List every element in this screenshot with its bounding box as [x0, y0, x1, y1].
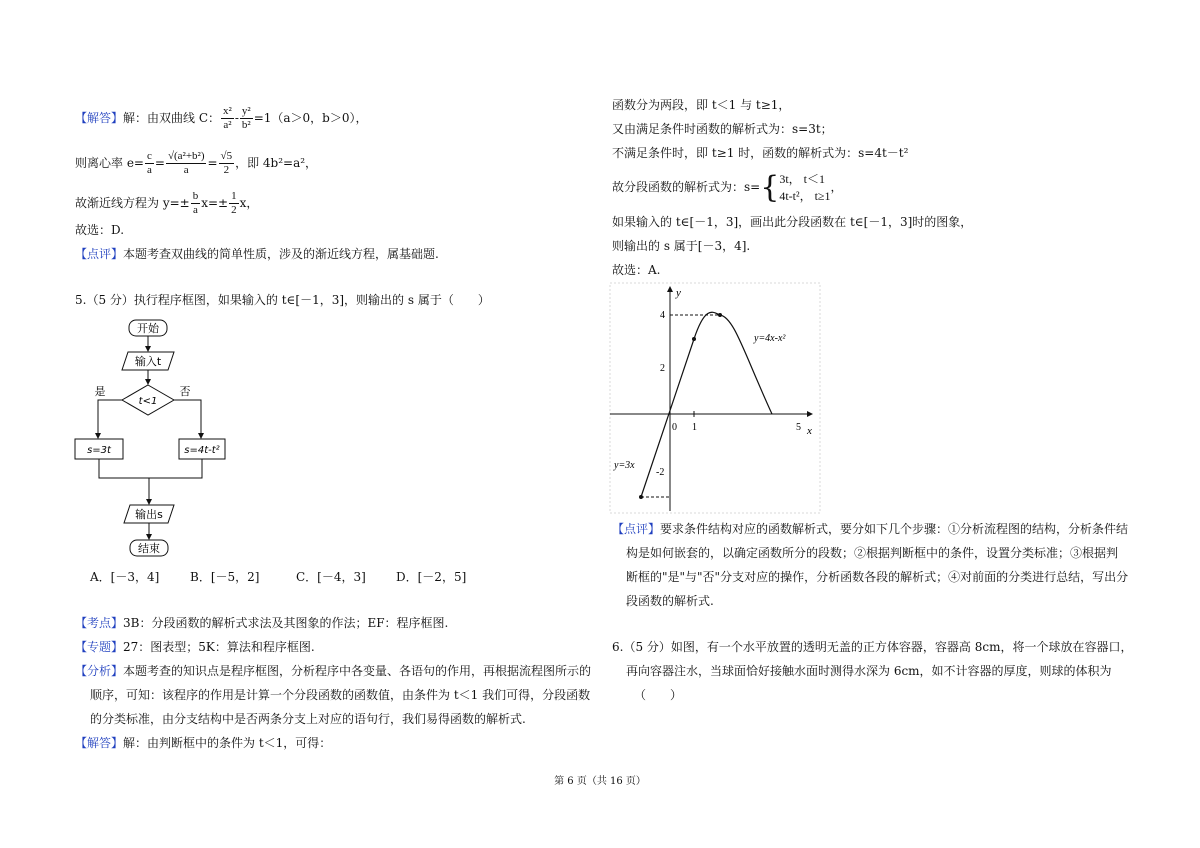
comment-line: 断框的"是"与"否"分支对应的操作，分析函数各段的解析式；④对前面的分类进行总结，写出分 [626, 570, 1129, 584]
fenxi-tag: 【分析】 [75, 664, 124, 678]
denominator: a² [223, 119, 232, 131]
q6-stem: 再向容器注水，当球面恰好接触水面时测得水深为 6cm，如不计容器的厚度，则球的体积为 [626, 664, 1112, 678]
option-a[interactable]: A．[－3，4] [90, 570, 160, 584]
function-graph [610, 283, 820, 513]
text: 故渐近线方程为 y=± [75, 196, 190, 210]
case-1: 3t， t＜1 [779, 171, 825, 186]
denominator: b² [241, 119, 251, 131]
endpoint-junction [692, 337, 696, 341]
yes-branch [98, 400, 122, 438]
fraction [145, 150, 154, 177]
y-tick-4: 4 [660, 310, 665, 321]
q6-answer-blank: （ ） [634, 688, 683, 702]
no-branch [174, 400, 201, 438]
zhuanti [75, 639, 315, 655]
right-line: 又由满足条件时函数的解析式为：s=3t； [612, 122, 833, 136]
right-line: 不满足条件时，即 t≥1 时，函数的解析式为：s=4t－t² [612, 146, 909, 160]
option-b[interactable]: B．[－5，2] [190, 570, 260, 584]
text: 故分段函数的解析式为：s= [612, 180, 761, 194]
right-line: 故选：A. [612, 263, 661, 277]
comment-line: 段函数的解析式. [626, 594, 714, 608]
case-2: 4t-t²， t≥1 [779, 188, 831, 203]
x-axis-label: x [807, 425, 812, 437]
answer-tag: 【解答】 [75, 111, 124, 125]
option-c[interactable]: C．[－4，3] [296, 570, 366, 584]
jieda-tag: 【解答】 [75, 736, 124, 750]
output-label: 输出s [135, 508, 163, 521]
denominator: a [183, 164, 189, 176]
input-label: 输入t [134, 355, 162, 368]
text: 解：由双曲线 C： [123, 111, 221, 125]
kaodian [75, 615, 448, 631]
text: 则离心率 e= [75, 156, 144, 170]
parabola-curve-exact [694, 312, 772, 414]
piecewise-function [612, 170, 843, 205]
origin-label: 0 [672, 422, 677, 433]
no-label: 否 [179, 385, 191, 398]
text: x=± [201, 196, 229, 210]
denominator: a [193, 204, 198, 216]
text: =1（a＞0，b＞0）， [253, 111, 368, 125]
jieda-text: 解：由判断框中的条件为 t＜1，可得： [123, 736, 332, 750]
zhuanti-tag: 【专题】 [75, 640, 124, 654]
condition-label: t<1 [138, 396, 158, 407]
numerator: b [192, 190, 199, 202]
end-label: 结束 [138, 542, 160, 555]
numerator: x² [223, 105, 232, 117]
q4-solution-line2 [75, 150, 317, 177]
curve-label: y=4x-x² [754, 333, 786, 344]
q5-stem: 5.（5 分）执行程序框图，如果输入的 t∈[－1，3]，则输出的 s 属于（ ） [75, 293, 490, 307]
minus: - [234, 111, 239, 125]
line-label: y=3x [614, 460, 635, 471]
line-segment-3x [641, 339, 694, 497]
fenxi-line: 的分类标准，由分支结构中是否两条分支上对应的语句行，我们易得函数的解析式. [90, 712, 526, 726]
fraction [191, 190, 201, 217]
text: ， [830, 180, 843, 194]
comment-line: 构是如何嵌套的，以确定函数所分的段数；②根据判断框中的条件，设置分类标准；③根据判 [626, 546, 1119, 560]
q4-solution-line1 [75, 105, 368, 132]
fenxi [75, 663, 591, 679]
fraction [166, 150, 207, 177]
y-axis-label: y [676, 287, 681, 299]
q6-stem: 6.（5 分）如图，有一个水平放置的透明无盖的正方体容器，容器高 8cm，将一个球放在容器口， [612, 640, 1133, 654]
y-tick-2: 2 [660, 363, 665, 374]
q4-comment [75, 246, 439, 262]
fraction [221, 105, 234, 132]
numerator: y² [241, 105, 251, 117]
numerator: c [146, 150, 152, 162]
vertex-point [718, 313, 722, 317]
denominator: a [146, 164, 152, 176]
right-line: 如果输入的 t∈[－1，3]，画出此分段函数在 t∈[－1，3]时的图象， [612, 215, 973, 229]
equals: = [154, 156, 165, 170]
yes-label: 是 [94, 385, 106, 398]
right-line: 则输出的 s 属于[－3，4]. [612, 239, 751, 253]
numerator: 1 [231, 190, 237, 202]
numerator: √5 [220, 150, 233, 162]
comment-text: 本题考查双曲线的简单性质，涉及的渐近线方程，属基础题. [123, 247, 439, 261]
x-tick-5: 5 [796, 422, 801, 433]
denominator: 2 [231, 204, 237, 216]
fraction [229, 190, 239, 217]
no-process-label: s=4t-t² [184, 445, 220, 456]
equals: = [207, 156, 218, 170]
start-label: 开始 [137, 322, 159, 335]
option-d[interactable]: D．[－2，5] [396, 570, 467, 584]
zhuanti-text: 27：图表型；5K：算法和程序框图. [123, 640, 315, 654]
right-line: 函数分为两段，即 t＜1 与 t≥1， [612, 98, 791, 112]
page-footer: 第 6 页（共 16 页） [554, 776, 646, 787]
cases [779, 171, 830, 205]
graph-frame [610, 283, 820, 513]
endpoint-min [639, 495, 643, 499]
numerator: √(a²+b²) [167, 150, 205, 162]
yes-process-label: s=3t [87, 445, 111, 456]
kaodian-text: 3B：分段函数的解析式求法及其图象的作法；EF：程序框图. [123, 616, 449, 630]
kaodian-tag: 【考点】 [75, 616, 124, 630]
fenxi-line: 本题考查的知识点是程序框图，分析程序中各变量、各语句的作用，再根据流程图所示的 [123, 664, 592, 678]
comment-tag: 【点评】 [75, 247, 124, 261]
fenxi-line: 顺序，可知：该程序的作用是计算一个分段函数的函数值，由条件为 t＜1 我们可得，分段函数 [90, 688, 591, 702]
q4-solution-line3 [75, 190, 258, 217]
text: x， [239, 196, 259, 210]
flowchart [70, 315, 220, 560]
comment-tag: 【点评】 [612, 522, 661, 536]
y-tick-neg2: -2 [656, 467, 665, 478]
q4-solution-line4: 故选：D. [75, 223, 125, 237]
text: ，即 4b²=a²， [235, 156, 318, 170]
x-tick-1: 1 [692, 422, 697, 433]
denominator: 2 [223, 164, 230, 176]
fraction [219, 150, 235, 177]
fraction [240, 105, 253, 132]
brace: { [760, 169, 780, 205]
merge-line [99, 459, 202, 478]
jieda [75, 735, 331, 751]
comment-line: 要求条件结构对应的函数解析式，要分如下几个步骤：①分析流程图的结构，分析条件结 [660, 522, 1129, 536]
q5-comment [612, 521, 1128, 537]
